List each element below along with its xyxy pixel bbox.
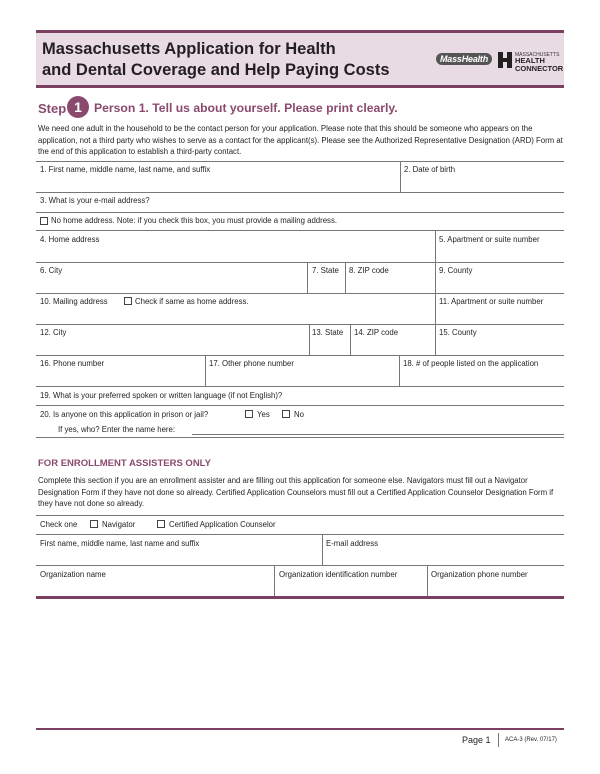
assister-name-label: First name, middle name, last name and suffix — [40, 539, 200, 548]
field-other-phone-label: 17. Other phone number — [209, 359, 294, 368]
rule — [36, 386, 564, 387]
rule — [36, 565, 564, 566]
prison-who-label: If yes, who? Enter the name here: — [58, 425, 176, 434]
divider — [205, 355, 206, 386]
field-mailing-apt-label: 11. Apartment or suite number — [439, 297, 544, 306]
rule — [36, 405, 564, 406]
prison-no-label: No — [294, 410, 304, 419]
page-number: Page 1 — [462, 735, 491, 745]
field-zip-label: 8. ZIP code — [349, 266, 389, 275]
field-home-address-label: 4. Home address — [40, 235, 100, 244]
divider — [427, 565, 428, 596]
assister-email-label: E-mail address — [326, 539, 378, 548]
org-id-label: Organization identification number — [279, 570, 398, 579]
org-phone-label: Organization phone number — [431, 570, 528, 579]
field-language-label: 19. What is your preferred spoken or written language (if not English)? — [40, 391, 283, 400]
rule — [36, 262, 564, 263]
connector-logo-text — [515, 57, 563, 73]
assisters-instructions: Complete this section if you are an enrollment assister and are filling out this application for someone else. Navigators must fill out a Navigator Designation Form if they have not done so already. Certified Application Counselors must fill out a Certified Application Counselor Designation Form if they have not done so already. — [38, 476, 554, 508]
navigator-checkbox[interactable] — [90, 520, 98, 528]
rule — [36, 212, 564, 213]
step-label: Step — [38, 101, 67, 116]
prison-who-line[interactable] — [192, 434, 564, 435]
field-city-label: 6. City — [40, 266, 63, 275]
rule — [36, 534, 564, 535]
form-title-line2: and Dental Coverage and Help Paying Costs — [42, 61, 390, 79]
connector-logo-top: MASSACHUSETTS — [515, 52, 560, 58]
connector-logo-line1: HEALTH — [515, 56, 545, 65]
health-connector-logo-icon — [498, 52, 512, 68]
navigator-label: Navigator — [102, 520, 136, 529]
cac-checkbox[interactable] — [157, 520, 165, 528]
field-phone-label: 16. Phone number — [40, 359, 105, 368]
rule — [36, 437, 564, 438]
field-email-label: 3. What is your e-mail address? — [40, 196, 150, 205]
check-one-label: Check one — [40, 520, 78, 529]
field-mailing-address-label: 10. Mailing address — [40, 297, 108, 306]
rule — [36, 324, 564, 325]
no-home-address-checkbox[interactable] — [40, 217, 48, 225]
footer-divider — [498, 733, 499, 747]
rule — [36, 515, 564, 516]
field-full-name-label: 1. First name, middle name, last name, and suffix — [40, 165, 211, 174]
field-county-label: 9. County — [439, 266, 473, 275]
field-apt-label: 5. Apartment or suite number — [439, 235, 540, 244]
field-mailing-zip-label: 14. ZIP code — [354, 328, 399, 337]
divider — [399, 355, 400, 386]
masshealth-logo: MassHealth — [436, 53, 492, 65]
prison-yes-label: Yes — [257, 410, 270, 419]
rule — [36, 161, 564, 162]
divider — [322, 534, 323, 565]
divider — [309, 324, 310, 355]
divider — [435, 230, 436, 355]
divider — [345, 262, 346, 293]
field-mailing-county-label: 15. County — [439, 328, 477, 337]
same-as-home-label: Check if same as home address. — [135, 297, 249, 306]
intro-paragraph: We need one adult in the household to be the contact person for your application. Please note that this should be someone who appears on the application, not a third party who wishes to serve as a contact for the applicant(s). Please see the Authorized Representative Designation (ARD) Form at the end of this application to establish a third-party contact. — [38, 124, 563, 156]
field-prison-label: 20. Is anyone on this application in prison or jail? — [40, 410, 209, 419]
assisters-heading: FOR ENROLLMENT ASSISTERS ONLY — [38, 458, 211, 469]
same-as-home-checkbox[interactable] — [124, 297, 132, 305]
rule — [36, 293, 564, 294]
field-mailing-state-label: 13. State — [312, 328, 344, 337]
divider — [400, 161, 401, 192]
org-name-label: Organization name — [40, 570, 106, 579]
connector-logo-line2: CONNECTOR — [515, 64, 564, 73]
form-title — [42, 39, 390, 81]
form-title-line1: Massachusetts Application for Health — [42, 40, 336, 58]
field-mailing-city-label: 12. City — [40, 328, 67, 337]
field-state-label: 7. State — [312, 266, 339, 275]
rule — [36, 355, 564, 356]
step-number-badge: 1 — [67, 96, 89, 118]
section-end-bar — [36, 596, 564, 599]
footer-bar — [36, 728, 564, 730]
field-dob-label: 2. Date of birth — [404, 165, 456, 174]
step-title: Person 1. Tell us about yourself. Please print clearly. — [94, 101, 398, 115]
prison-yes-checkbox[interactable] — [245, 410, 253, 418]
divider — [350, 324, 351, 355]
field-people-count-label: 18. # of people listed on the application — [403, 359, 539, 368]
prison-no-checkbox[interactable] — [282, 410, 290, 418]
divider — [274, 565, 275, 596]
rule — [36, 192, 564, 193]
form-id: ACA-3 (Rev. 07/17) — [505, 737, 557, 743]
rule — [36, 230, 564, 231]
no-home-address-label: No home address. Note: if you check this box, you must provide a mailing address. — [51, 216, 338, 225]
divider — [307, 262, 308, 293]
cac-label: Certified Application Counselor — [169, 520, 276, 529]
